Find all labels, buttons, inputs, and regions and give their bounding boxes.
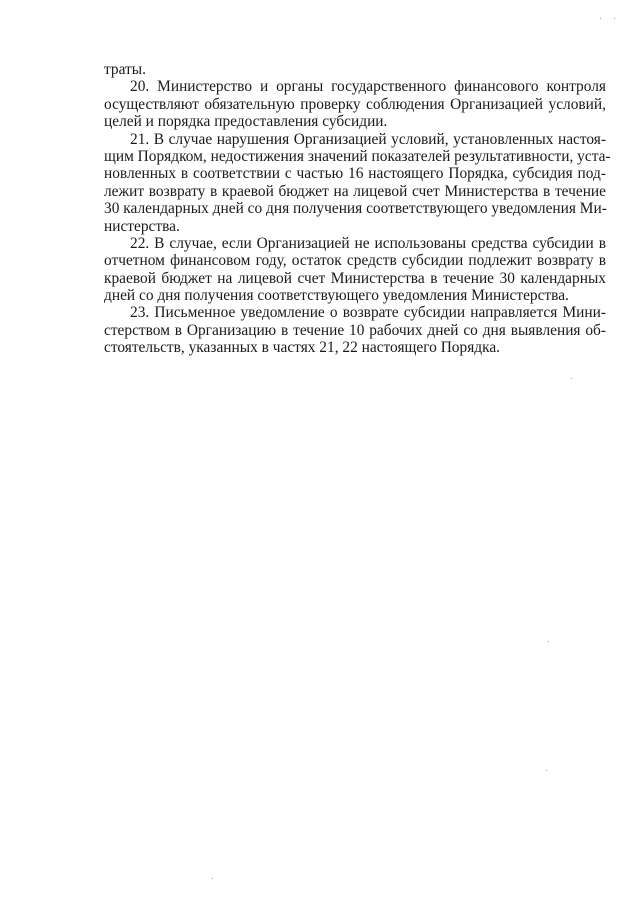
text-line: краевой бюджет на лицевой счет Министерства в течение 30 календарных xyxy=(104,269,606,287)
scan-speck xyxy=(212,878,213,879)
text-line: 23. Письменное уведомление о возврате субсидии направляется Мини- xyxy=(130,304,606,322)
text-line: 20. Министерство и органы государственного финансового контроля xyxy=(130,78,606,96)
text-line: дней со дня получения соответствующего уведомления Министерства. xyxy=(104,287,569,305)
text-line: щим Порядком, недостижения значений показателей результативности, уста- xyxy=(104,147,611,165)
text-line: траты. xyxy=(104,61,146,78)
document-body xyxy=(104,61,611,357)
text-line: стоятельств, указанных в частях 21, 22 настоящего Порядка. xyxy=(104,339,501,357)
text-line: 21. В случае нарушения Организацией условий, установленных настоя- xyxy=(130,130,606,148)
text-line: целей и порядка предоставления субсидии. xyxy=(104,113,388,131)
paragraph-23 xyxy=(104,304,606,356)
paragraph-21 xyxy=(104,130,611,235)
text-line: осуществляют обязательную проверку соблюдения Организацией условий, xyxy=(104,95,606,113)
text-line: нистерства. xyxy=(104,217,180,235)
text-line: отчетном финансовом году, остаток средств субсидии подлежит возврату в xyxy=(104,252,606,270)
paragraph-22 xyxy=(104,235,606,305)
text-line: 22. В случае, если Организацией не использованы средства субсидии в xyxy=(130,234,606,252)
scan-speck xyxy=(614,18,615,19)
text-line: 30 календарных дней со дня получения соответствующего уведомления Ми- xyxy=(104,200,607,218)
scan-speck xyxy=(600,18,601,19)
scan-speck xyxy=(548,641,549,642)
text-line: новленных в соответствии с частью 16 настоящего Порядка, субсидия под- xyxy=(104,165,606,183)
paragraph-20 xyxy=(104,78,606,130)
text-line: стерством в Организацию в течение 10 рабочих дней со дня выявления об- xyxy=(104,321,606,339)
paragraph-continuation xyxy=(104,61,606,78)
scan-speck xyxy=(546,770,547,771)
scan-speck xyxy=(571,378,572,379)
text-line: лежит возврату в краевой бюджет на лицевой счет Министерства в течение xyxy=(104,182,606,200)
